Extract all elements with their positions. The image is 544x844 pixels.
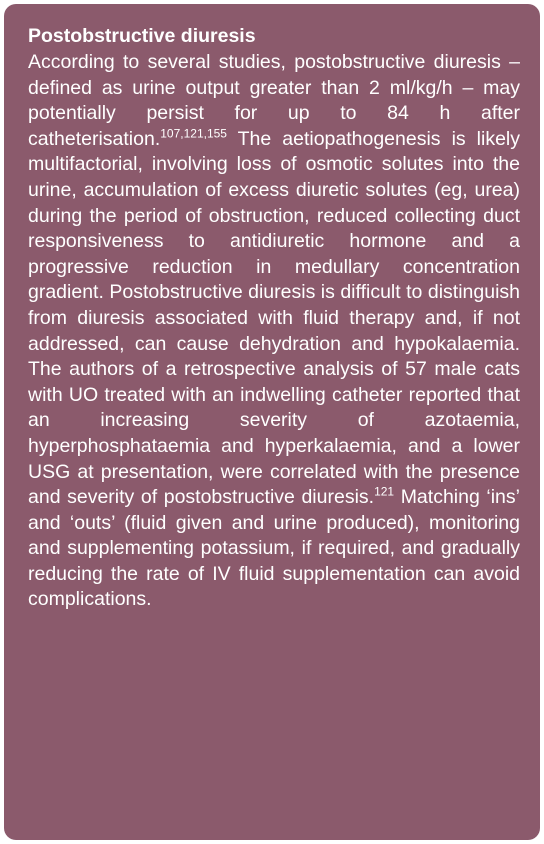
info-box (4, 4, 540, 840)
paragraph-part-2: The aetiopathogenesis is likely multifactorial, involving loss of osmotic solutes into the urine, accumulation of excess diuretic solutes (eg, urea) during the period of obstruction, reduced collecting duct responsiveness to antidiuretic hormone and a progressive reduction in medullary concentration gradient. Postobstructive diuresis is difficult to distinguish from diuresis associated with fluid therapy and, if not addressed, can cause dehydration and hypokalaemia. The authors of a retrospective analysis of 57 male cats with UO treated with an indwelling catheter reported that an increasing severity of azotaemia, hyperphosphataemia and hyperkalaemia, and a lower USG at presentation, were correlated with the presence and severity of postobstructive diuresis. (28, 127, 520, 509)
box-paragraph (28, 50, 520, 613)
reference-superscript-1: 107,121,155 (160, 126, 227, 141)
paragraph-part-3: Matching ‘ins’ and ‘outs’ (fluid given and urine produced), monitoring and supplementing potassium, if required, and gradually reducing the rate of IV fluid supplementation can avoid complications. (28, 486, 520, 611)
box-title: Postobstructive diuresis (28, 25, 256, 47)
reference-superscript-2: 121 (374, 484, 395, 499)
paragraph-part-1: According to several studies, postobstructive diuresis – defined as urine output greater than 2 ml/kg/h – may potentially persist for up to 84 h after catheterisation. (28, 51, 520, 150)
